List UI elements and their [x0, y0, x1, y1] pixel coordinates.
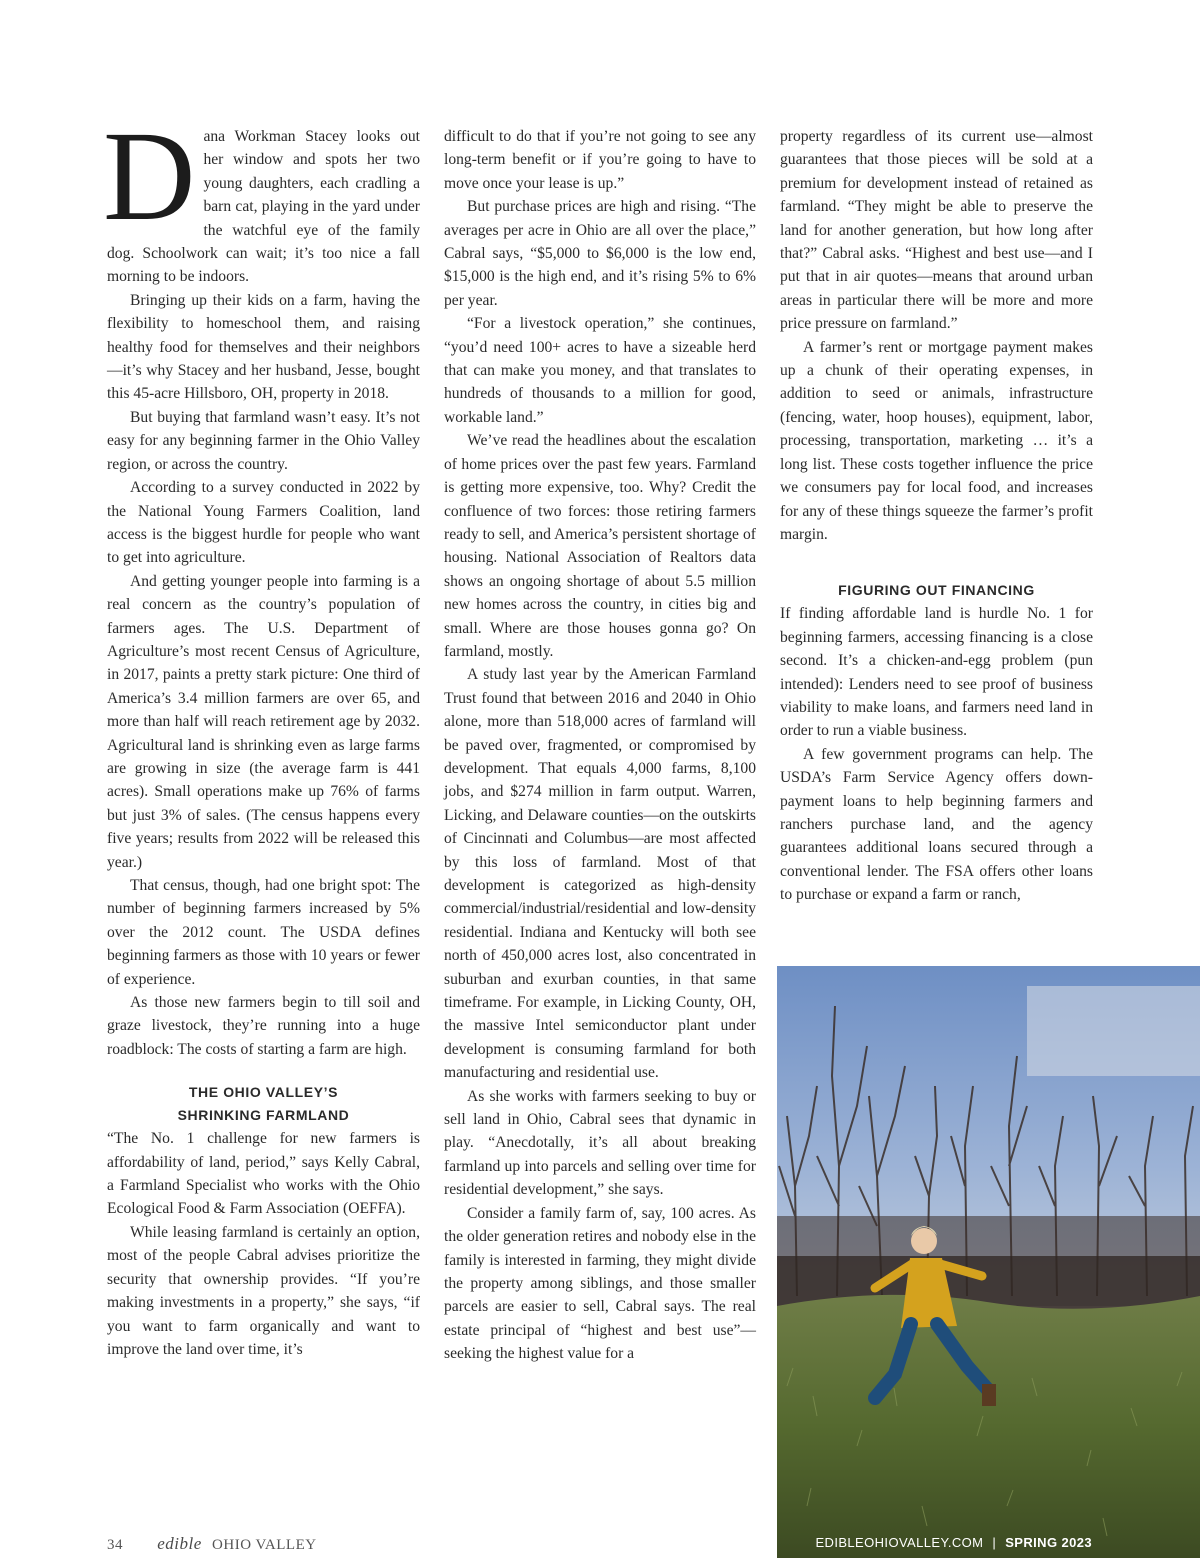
paragraph: If finding affordable land is hurdle No. 1 for beginning farmers, accessing financing is a close second. It’s a chicken-and-egg problem (pun intended): Lenders need to see proof of business viability to make loans, and farmers need land in order to run a viable business. [780, 605, 1093, 740]
section-heading-line-2: SHRINKING FARMLAND [177, 1107, 350, 1124]
paragraph: difficult to do that if you’re not going to see any long-term benefit or if you’re going to have to move once your lease is up.” [444, 128, 756, 192]
paragraph: Bringing up their kids on a farm, having the flexibility to homeschool them, and raising healthy food for themselves and their neighbors—it’s why Stacey and her husband, Jesse, bought this 45-acre Hillsboro, OH, property in 2018. [107, 291, 420, 403]
paragraph: ana Workman Stacey looks out her window and spots her two young daughters, each cradling a barn cat, playing in the yard under the watchful eye of the family dog. Schoolwork can wait; it’s too nice a fall morning to be indoors. [107, 128, 420, 286]
footer-left [107, 1534, 317, 1554]
paragraph: A few government programs can help. The USDA’s Farm Service Agency offers down-payment loans to help beginning farmers and ranchers purchase land, and the agency guarantees additional loans secured through a conventional lender. The FSA offers other loans to purchase or expand a farm or ranch, [780, 745, 1093, 904]
paragraph: But buying that farmland wasn’t easy. It’s not easy for any beginning farmer in the Ohio Valley region, or across the country. [107, 408, 420, 473]
paragraph: But purchase prices are high and rising. “The averages per acre in Ohio are all over the place,” Cabral says, “$5,000 to $6,000 is the low end, $15,000 is the high end, and it’s rising 5% to 6% per year. [444, 198, 756, 309]
paragraph: A study last year by the American Farmland Trust found that between 2016 and 2040 in Ohio alone, more than 518,000 acres of farmland will be paved over, fragmented, or compromised by development. That equals 4,000 farms, 8,100 jobs, and $274 million in farm output. Warren, Licking, and Delaware counties—on the outskirts of Cincinnati and Columbus—are most affected by this loss of farmland. Most of that development is categorized as high-density commercial/industrial/residential and low-density residential. Indiana and Kentucky will both see north of 450,000 acres lost, also concentrated in suburban and exurban counties, in that same timeframe. For example, in Licking County, OH, the massive Intel semiconductor plant under development is consuming farmland for both manufacturing and residential use. [444, 666, 756, 1082]
paragraph: As those new farmers begin to till soil and graze livestock, they’re running into a huge roadblock: The costs of starting a farm are high. [107, 994, 420, 1058]
paragraph: As she works with farmers seeking to buy or sell land in Ohio, Cabral sees that dynamic in play. “Anecdotally, it’s all about breaking farmland up into parcels and selling over time for residential development,” she says. [444, 1087, 756, 1199]
paragraph: We’ve read the headlines about the escalation of home prices over the past few years. Farmland is getting more expensive, too. Why? Credit the confluence of two forces: those retiring farmers ready to sell, and America’s persistent shortage of housing. National Association of Realtors data shows an ongoing shortage of about 5.5 million new homes across the country, in cities big and small. Where are those houses gonna go? On farmland, mostly. [444, 432, 756, 660]
footer-separator: | [992, 1535, 997, 1550]
section-heading-line-1: THE OHIO VALLEY’S [188, 1084, 339, 1101]
grass-field [777, 1295, 1200, 1558]
website-link[interactable]: EDIBLEOHIOVALLEY.COM [815, 1535, 984, 1550]
article-column-3 [780, 125, 1093, 907]
magazine-name-italic: edible [157, 1534, 202, 1553]
paragraph: Consider a family farm of, say, 100 acres. As the older generation retires and nobody else in the family is interested in farming, they might divide the property among siblings, and those smaller parcels are easier to sell, Cabral says. The real estate principal of “highest and best use”—seeking the highest value for a [444, 1204, 756, 1363]
paragraph: A farmer’s rent or mortgage payment makes up a chunk of their operating expenses, in addition to seed or animals, infrastructure (fencing, water, hoop houses), equipment, labor, processing, transportation, marketing … it’s a long list. These costs together influence the price we consumers pay for local food, and increases for any of these things squeeze the farmer’s profit margin. [780, 338, 1093, 543]
issue-label: SPRING 2023 [1005, 1535, 1092, 1550]
section-heading: FIGURING OUT FINANCING [838, 582, 1035, 599]
section-heading [107, 1081, 420, 1127]
paragraph: “For a livestock operation,” she continues, “you’d need 100+ acres to have a sizeable herd that can make you money, and that translates to hundreds of thousands to a million for good, workable land.” [444, 315, 756, 426]
page-number: 34 [107, 1537, 123, 1553]
paragraph: property regardless of its current use—almost guarantees that those pieces will be sold at a premium for development instead of retained as farmland. “They might be able to preserve the land for another generation, but how long after that?” Cabral asks. “Highest and best use—and I put that in air quotes—means that around urban areas in particular there will be more and more price pressure on farmland.” [780, 128, 1093, 333]
article-column-1 [103, 105, 420, 1361]
drop-cap: D [103, 105, 196, 247]
child-running-in-field-photo [777, 966, 1200, 1558]
magazine-region: OHIO VALLEY [212, 1537, 317, 1553]
paragraph: That census, though, had one bright spot: The number of beginning farmers increased by 5% over the 2012 count. The USDA defines beginning farmers as those with 10 years or fewer of experience. [107, 877, 420, 988]
paragraph: “The No. 1 challenge for new farmers is affordability of land, period,” says Kelly Cabral, a Farmland Specialist who works with the Ohio Ecological Food & Farm Association (OEFFA). [107, 1130, 420, 1218]
article-column-2 [444, 125, 756, 1366]
paragraph: While leasing farmland is certainly an option, most of the people Cabral advises prioritize the security that ownership provides. “If you’re making investments in a property,” she says, “if you want to farm organically and want to improve the land over time, it’s [107, 1223, 420, 1358]
footer-right [815, 1535, 1092, 1550]
paragraph: According to a survey conducted in 2022 by the National Young Farmers Coalition, land access is the biggest hurdle for people who want to get into agriculture. [107, 479, 420, 567]
paragraph: And getting younger people into farming is a real concern as the country’s population of farmers ages. The U.S. Department of Agriculture’s most recent Census of Agriculture, in 2017, paints a pretty stark picture: One third of America’s 3.4 million farmers are over 65, and more than half will reach retirement age by 2032. Agricultural land is shrinking even as large farms are growing in size (the average farm is 441 acres). Small operations make up 76% of farms but just 3% of sales. (The census happens every five years; results from 2022 will be released this year.) [107, 572, 420, 871]
